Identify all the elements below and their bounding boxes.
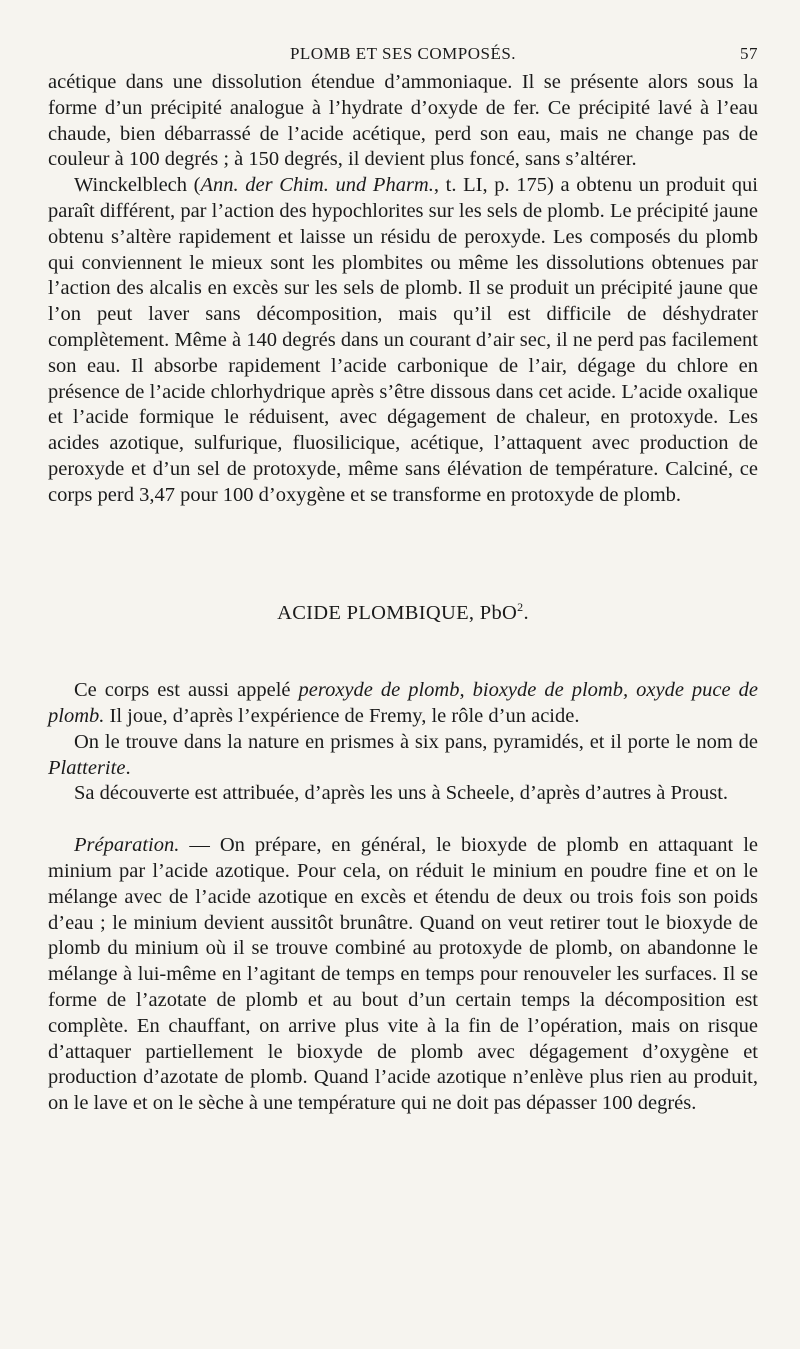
journal-reference: Ann. der Chim. und Pharm. — [200, 174, 434, 197]
paragraph-text: , t. LI, p. 175) a obtenu un produit qui paraît différent, par l’action des hypochlorites sur les sels de plomb. Le précipité jaune obtenu s’altère rapidement et laisse un résidu de peroxyde. Les composés du plomb qui conviennent le mieux sont les plombites ou même les dissolutions obtenues par l’action des alcalis en excès sur les sels de plomb. Il se produit un précipité jaune que l’on peut laver sans décomposition, mais qu’il est difficile de déshydrater complètement. Même à 140 degrés dans un courant d’air sec, il ne perd pas facilement son eau. Il absorbe rapidement l’acide carbonique de l’air, dégage du chlore en présence de l’acide chlorhydrique après s’être dissous dans cet acide. L’acide oxalique et l’acide formique le réduisent, avec dégagement de chaleur, en protoxyde. Les acides azotique, sulfurique, fluosilicique, acétique, l’attaquent avec production de peroxyde et d’un sel de protoxyde, même sans élévation de température. Calciné, ce corps perd 3,47 pour 100 d’oxygène et se transforme en protoxyde de plomb. — [48, 174, 758, 506]
paragraph-text: Sa découverte est attribuée, d’après les uns à Scheele, d’après d’autres à Proust. — [74, 782, 729, 805]
paragraph-occurrence — [48, 730, 758, 782]
paragraph-winckelblech — [48, 173, 758, 508]
paragraph-text: acétique dans une dissolution étendue d’ammoniaque. Il se présente alors sous la forme d’un précipité analogue à l’hydrate d’oxyde de fer. Ce précipité lavé à l’eau chaude, bien débarrassé de l’acide acétique, perd son eau, mais ne change pas de couleur à 100 degrés ; à 150 degrés, il devient plus foncé, sans s’altérer. — [48, 71, 758, 171]
formula-subscript: 2 — [517, 599, 524, 614]
paragraph-continued — [48, 70, 758, 173]
section-heading — [48, 595, 758, 627]
paragraph-text: Il joue, d’après l’expérience de Fremy, le rôle d’un acide. — [104, 704, 580, 727]
synonym-names: peroxyde de plomb, bioxyde de plomb, oxyde puce de plomb. — [48, 679, 758, 727]
subsection-heading: Préparation. — [74, 834, 180, 857]
paragraph-gap — [48, 807, 758, 833]
mineral-name: Platterite — [48, 756, 126, 779]
paragraph-text: — On prépare, en général, le bioxyde de plomb en attaquant le minium par l’acide azotique. Pour cela, on réduit le minium en poudre fine et on le mélange avec de l’acide azotique en excès et étendu de deux ou trois fois son poids d’eau ; le minium devient aussitôt brunâtre. Quand on veut retirer tout le bioxyde de plomb du minium où il se trouve combiné au protoxyde de plomb, on abandonne le mélange à lui-même en l’agitant de temps en temps pour renouveler les surfaces. Il se forme de l’azotate de plomb et au bout d’un certain temps la décomposition est complète. En chauffant, on arrive plus vite à la fin de l’opération, mais on risque d’attaquer partiellement le bioxyde de plomb avec dégagement d’oxygène et production d’azotate de plomb. Quand l’acide azotique n’enlève plus rien au produit, on le lave et on le sèche à une température qui ne doit pas dépasser 100 degrés. — [48, 834, 758, 1115]
paragraph-end: . — [125, 756, 131, 779]
page-number: 57 — [740, 44, 758, 63]
paragraph-discovery — [48, 781, 758, 807]
paragraph-lead: Ce corps est aussi appelé — [74, 679, 299, 702]
paragraph-lead: Winckelblech ( — [74, 174, 201, 197]
paragraph-lead: On le trouve dans la nature en prismes à six pans, pyramidés, et il porte le nom de — [74, 730, 758, 753]
page-body — [48, 70, 758, 1117]
paragraph-preparation — [48, 833, 758, 1117]
running-title: PLOMB ET SES COMPOSÉS. — [289, 44, 517, 63]
section-heading-text: ACIDE PLOMBIQUE, PbO — [277, 601, 518, 624]
running-head — [48, 44, 758, 70]
paragraph-names — [48, 678, 758, 730]
section-heading-end: . — [523, 601, 529, 624]
